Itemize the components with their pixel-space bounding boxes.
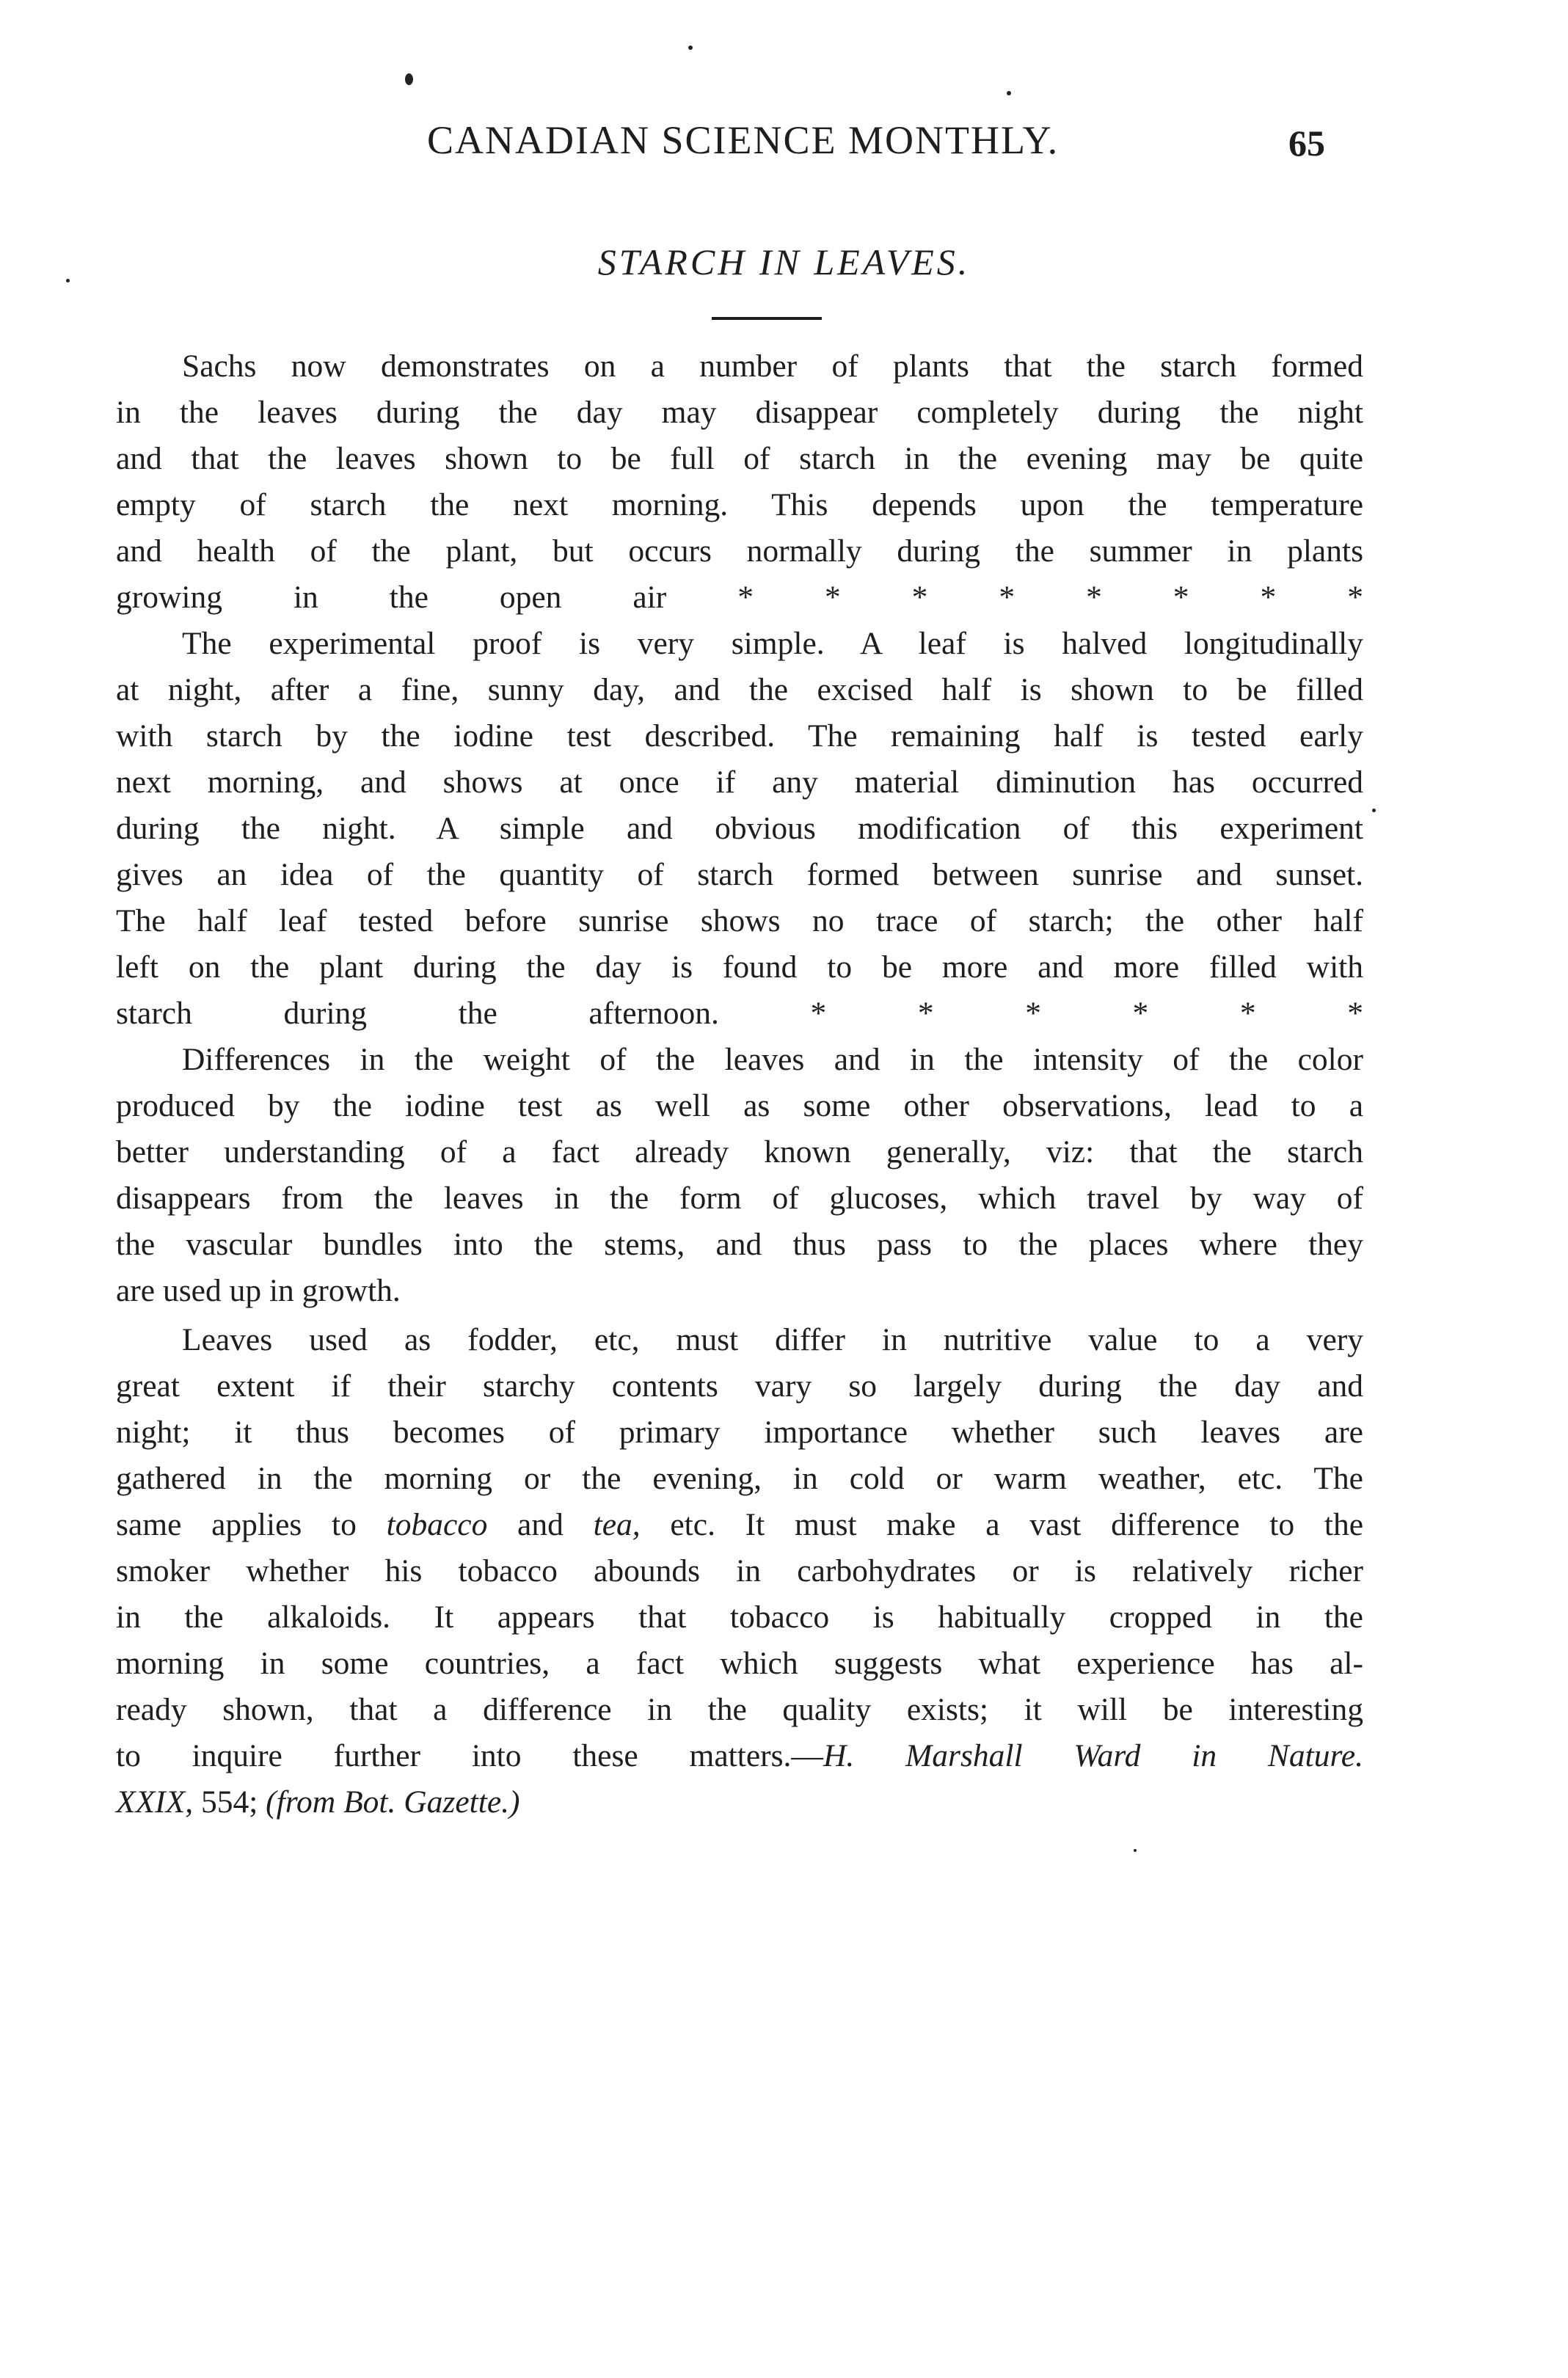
- text-line: next morning, and shows at once if any material diminution has occurred: [116, 765, 1363, 800]
- text-line: morning in some countries, a fact which suggests what experience has al-: [116, 1646, 1363, 1681]
- text-line: are used up in growth.: [116, 1273, 401, 1308]
- citation-volume: XXIX,: [116, 1784, 194, 1820]
- title-rule: [712, 317, 822, 320]
- text-segment: and: [487, 1507, 594, 1542]
- text-line: ready shown, that a difference in the quality exists; it will be interesting: [116, 1692, 1363, 1727]
- scan-speck: [1372, 809, 1376, 812]
- text-line: in the alkaloids. It appears that tobacco is habitually cropped in the: [116, 1600, 1363, 1635]
- text-line: better understanding of a fact already known generally, viz: that the starch: [116, 1134, 1363, 1170]
- italic-term-tea: tea,: [593, 1507, 641, 1542]
- paragraph: [116, 1317, 1363, 1826]
- scan-speck: [688, 45, 693, 50]
- citation-line: [116, 1733, 1363, 1779]
- page-number: 65: [1288, 123, 1325, 164]
- text-line: at night, after a fine, sunny day, and the excised half is shown to be filled: [116, 672, 1363, 707]
- scan-speck: [1134, 1849, 1137, 1852]
- journal-title: CANADIAN SCIENCE MONTHLY.: [427, 118, 1060, 162]
- text-line: in the leaves during the day may disappear completely during the night: [116, 395, 1363, 430]
- text-line: Differences in the weight of the leaves and in the intensity of the color: [182, 1042, 1363, 1077]
- citation-source: (from Bot. Gazette.): [266, 1784, 520, 1820]
- paragraph: [116, 621, 1363, 1037]
- text-line: and that the leaves shown to be full of starch in the evening may be quite: [116, 441, 1363, 476]
- text-line: The experimental proof is very simple. A leaf is halved longitudinally: [182, 626, 1363, 661]
- text-line: growing in the open air * * * * * * * *: [116, 580, 1363, 615]
- text-line: left on the plant during the day is found to be more and more filled with: [116, 949, 1363, 985]
- paragraph: [116, 343, 1363, 621]
- text-line: starch during the afternoon. * * * * * *: [116, 996, 1363, 1031]
- citation-source-line: [116, 1779, 1363, 1826]
- italic-term-tobacco: tobacco: [386, 1507, 488, 1542]
- text-line: great extent if their starchy contents vary so largely during the day and: [116, 1368, 1363, 1404]
- citation-page: 554;: [193, 1784, 266, 1820]
- text-line: smoker whether his tobacco abounds in carbohydrates or is relatively richer: [116, 1553, 1363, 1589]
- paragraph: [116, 1037, 1363, 1314]
- text-line: disappears from the leaves in the form of glucoses, which travel by way of: [116, 1181, 1363, 1216]
- text-line: gathered in the morning or the evening, in cold or warm weather, etc. The: [116, 1461, 1363, 1496]
- text-line: empty of starch the next morning. This depends upon the temperature: [116, 487, 1363, 522]
- text-line: with starch by the iodine test described. The remaining half is tested early: [116, 718, 1363, 754]
- text-line: and health of the plant, but occurs normally during the summer in plants: [116, 533, 1363, 569]
- text-line: the vascular bundles into the stems, and thus pass to the places where they: [116, 1227, 1363, 1262]
- scan-speck: [405, 73, 413, 85]
- text-segment: same applies to: [116, 1507, 387, 1542]
- article-body: [116, 343, 1363, 1826]
- running-head: [0, 117, 1568, 169]
- text-line: The half leaf tested before sunrise shows no trace of starch; the other half: [116, 903, 1363, 938]
- text-line: night; it thus becomes of primary importance whether such leaves are: [116, 1415, 1363, 1450]
- scan-speck: [66, 279, 70, 282]
- text-line-with-italics: [116, 1502, 1363, 1548]
- text-line: produced by the iodine test as well as some other observations, lead to a: [116, 1088, 1363, 1123]
- text-line: Sachs now demonstrates on a number of plants that the starch formed: [182, 349, 1363, 384]
- text-line: gives an idea of the quantity of starch formed between sunrise and sunset.: [116, 857, 1363, 892]
- scan-speck: [1007, 91, 1011, 95]
- text-segment: etc. It must make a vast difference to the: [640, 1507, 1364, 1542]
- text-line: during the night. A simple and obvious modification of this experiment: [116, 811, 1363, 846]
- citation-author: H. Marshall Ward in Nature.: [823, 1738, 1363, 1773]
- text-segment: to inquire further into these matters.—: [116, 1738, 823, 1773]
- text-line: Leaves used as fodder, etc, must differ in nutritive value to a very: [182, 1322, 1363, 1357]
- article-title: STARCH IN LEAVES.: [597, 241, 971, 282]
